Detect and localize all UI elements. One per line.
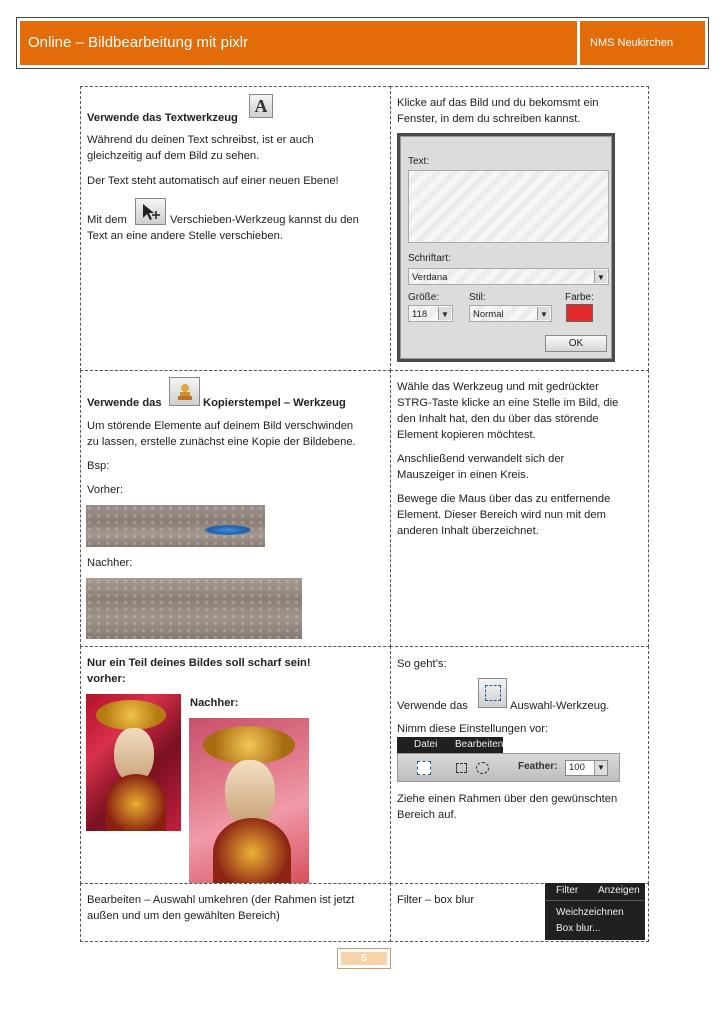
text-tool-heading: Verwende das Textwerkzeug [87,112,238,124]
style-value: Normal [473,309,504,320]
clone-stamp-icon [169,377,200,406]
size-label: Größe: [408,292,440,303]
sand-photo-before [86,505,265,547]
ellipse-marquee-icon[interactable] [476,762,489,774]
paragraph: Um störende Elemente auf deinem Bild verschwinden [87,420,354,432]
paragraph: Der Text steht automatisch auf einer neuen Ebene! [87,175,339,187]
selection-toolbar [397,753,620,782]
blur-heading: Nur ein Teil deines Bildes soll scharf sein! [87,657,311,669]
paragraph: Filter – box blur [397,894,475,906]
font-value: Verdana [412,272,448,283]
style-label: Stil: [469,292,486,303]
paragraph: Vorher: [87,484,124,496]
document-title: Online – Bildbearbeitung mit pixlr [20,21,577,65]
text-label: Text: [408,156,430,167]
paragraph: Bearbeiten – Auswahl umkehren (der Rahmen ist jetzt [87,894,355,906]
chevron-down-icon: ▼ [438,307,451,320]
color-label: Farbe: [565,292,594,303]
paragraph: Nimm diese Einstellungen vor: [397,723,549,735]
text-area[interactable] [408,170,609,243]
paragraph: Anschließend verwandelt sich der [397,453,565,465]
paragraph: Verschieben-Werkzeug kannst du den [170,214,359,226]
chevron-down-icon: ▼ [594,270,607,283]
text-tool-icon: A [249,94,273,118]
move-tool-icon [135,198,166,225]
before-label: vorher: [87,673,126,685]
font-select[interactable] [408,268,609,285]
menu-datei[interactable]: Datei [414,739,438,750]
paragraph: Wähle das Werkzeug und mit gedrückter [397,381,599,393]
font-label: Schriftart: [408,253,451,264]
carnival-photo-after [189,718,309,883]
feather-value: 100 [569,762,585,773]
paragraph: den Inhalt hat, den du über das störende [397,413,599,425]
menu-bearbeiten[interactable]: Bearbeiten [455,739,504,750]
paragraph: Bereich auf. [397,809,457,821]
paragraph: Auswahl-Werkzeug. [510,700,610,712]
chevron-down-icon: ▼ [537,307,550,320]
page-number-box [337,948,391,969]
paragraph: Element. Dieser Bereich wird nun mit dem [397,509,606,521]
paragraph: STRG-Taste klicke an eine Stelle im Bild, die [397,397,619,409]
paragraph: anderen Inhalt überzeichnet. [397,525,539,537]
paragraph: Bewege die Maus über das zu entfernende [397,493,611,505]
pixlr-filter-menu [545,883,645,940]
color-swatch[interactable] [566,304,593,322]
paragraph: Mit dem [87,214,127,226]
selection-tool-icon [478,678,507,708]
paragraph: Klicke auf das Bild und du bekomsmt ein [397,97,599,109]
paragraph: Während du deinen Text schreibst, ist er auch [87,134,314,146]
size-select[interactable] [408,305,453,322]
style-select[interactable] [469,305,552,322]
text-dialog-screenshot [397,133,615,362]
paragraph: zu lassen, erstelle zunächst eine Kopie der Bildebene. [87,436,356,448]
blue-object [204,525,252,535]
rect-marquee-icon[interactable] [456,763,467,773]
menu-item-box-blur[interactable]: Box blur... [556,923,601,934]
page-number: 5 [341,952,387,965]
paragraph: Fenster, in dem du schreiben kannst. [397,113,581,125]
menu-item-weichzeichnen[interactable]: Weichzeichnen [556,907,624,918]
paragraph: So geht’s: [397,658,447,670]
paragraph: außen und um den gewählten Bereich) [87,910,280,922]
carnival-photo-before [86,694,181,831]
clone-tool-heading: Verwende das [87,397,162,409]
paragraph: Text an eine andere Stelle verschieben. [87,230,283,242]
paragraph: Verwende das [397,700,468,712]
paragraph: Ziehe einen Rahmen über den gewünschten [397,793,618,805]
pixlr-menu-bar [397,737,503,753]
feather-input[interactable] [565,760,608,776]
feather-label: Feather: [518,761,558,772]
size-value: 118 [412,309,428,320]
paragraph: Nachher: [87,557,133,569]
chevron-down-icon: ▼ [594,761,607,775]
menu-anzeigen[interactable]: Anzeigen [598,885,640,896]
rect-select-icon[interactable] [417,761,431,775]
school-name: NMS Neukirchen [580,21,705,65]
paragraph: Element kopieren möchtest. [397,429,536,441]
clone-tool-heading: Kopierstempel – Werkzeug [203,397,346,409]
paragraph: gleichzeitig auf dem Bild zu sehen. [87,150,260,162]
ok-button[interactable]: OK [545,335,607,352]
menu-filter[interactable]: Filter [556,885,579,896]
paragraph: Bsp: [87,460,110,472]
after-label: Nachher: [190,697,239,709]
sand-photo-after [86,578,302,639]
paragraph: Mauszeiger in einen Kreis. [397,469,529,481]
